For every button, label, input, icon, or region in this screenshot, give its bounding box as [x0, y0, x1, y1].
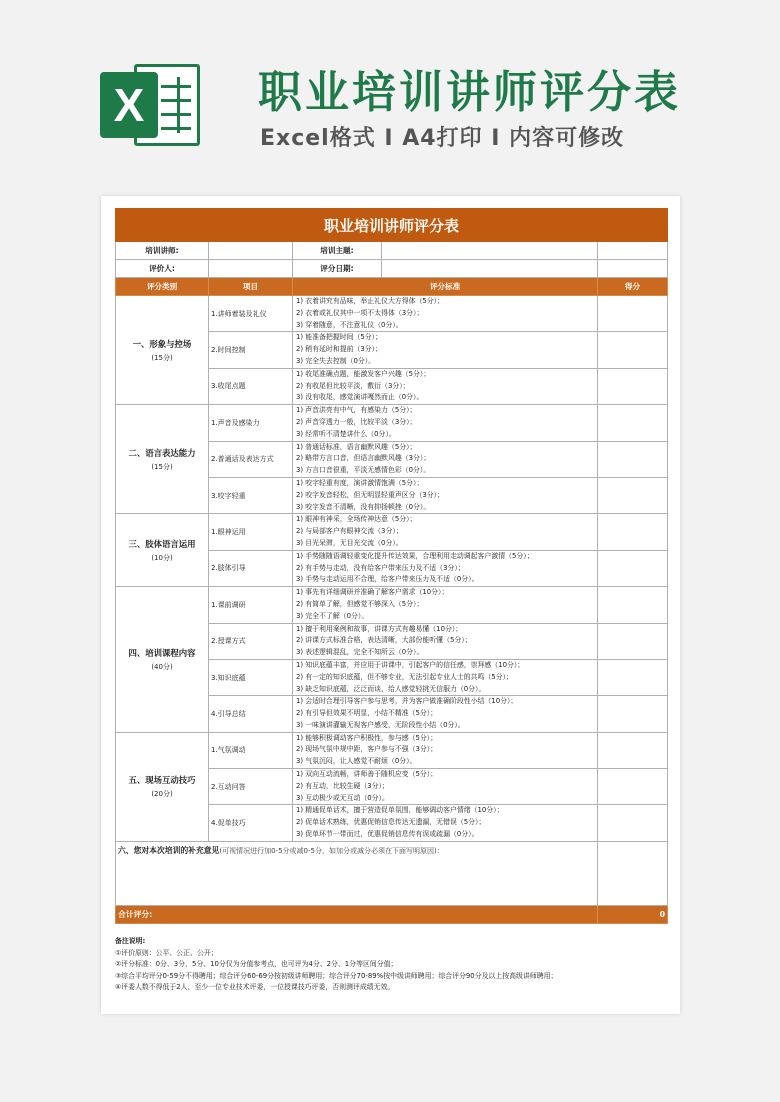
banner-title: 职业培训讲师评分表	[258, 67, 681, 118]
criteria-line: 1) 普通话标准，语言幽默风趣（5分）；	[296, 442, 417, 451]
extra-comments-hint: (可视情况进行加0-5分或减0-5分，如加分或减分必须在下面写明原因)：	[219, 846, 444, 855]
note-line: ③综合平均评分0-59分不得聘用；综合评分60-69分按初级讲师聘用；综合评分70-89%按中级讲师聘用；综合评分90分及以上按高级讲师聘用；	[115, 971, 558, 980]
criteria-line: 3) 互动极少或无互动（0分）。	[296, 793, 389, 802]
trainer-label: 培训讲师:	[116, 242, 209, 260]
criteria-cell	[293, 296, 598, 332]
criteria-line: 2) 有一定的知识底蕴，但不够专业，无法引起专业人士的共鸣（5分）；	[296, 672, 513, 681]
criteria-line: 1) 能准备把握时间（5分）；	[296, 333, 382, 342]
criteria-line: 2) 声音穿透力一般，比较平淡（3分）；	[296, 417, 417, 426]
criteria-line: 2) 现场气氛中规中距，客户参与不强（3分）；	[296, 745, 438, 754]
criteria-line: 2) 有手势与走动，没有给客户带来压力及不适（3分）；	[296, 563, 465, 572]
criteria-line: 1) 衣着讲究有品味，举止礼仪大方得体（5分）；	[296, 297, 445, 305]
item-name: 3.咬字轻重	[209, 477, 293, 513]
item-name: 3.知识底蕴	[209, 659, 293, 695]
category-name: 四、培训课程内容	[128, 647, 196, 658]
item-name: 1.讲师着装及礼仪	[209, 296, 293, 332]
header-criteria: 评分标准	[293, 278, 598, 296]
total-value: 0	[598, 905, 668, 923]
note-line: ④评委人数不得低于2人，至少一位专业技术评委，一位授课技巧评委，否则测评成绩无效。	[115, 983, 395, 991]
score-input[interactable]	[598, 368, 668, 404]
category-name: 一、形象与控场	[132, 338, 192, 349]
extra-comments-row	[116, 841, 668, 905]
score-input[interactable]	[598, 587, 668, 623]
category-name: 二、语言表达能力	[128, 447, 196, 458]
criteria-line: 1) 精通促单话术，擅于营造促单氛围，能够调动客户情绪（10分）；	[296, 806, 504, 815]
table-row	[116, 296, 668, 332]
criteria-line: 3) 目光呆滞，无目光交流（0分）。	[296, 538, 403, 547]
total-row	[116, 905, 668, 923]
criteria-line: 2) 有简单了解，但感觉不够深入（5分）；	[296, 599, 424, 608]
criteria-cell	[293, 332, 598, 368]
criteria-line: 1) 知识底蕴丰富，并应用于讲课中，引起客户的信任感，崇拜感（10分）；	[296, 660, 525, 669]
criteria-line: 3) 手势与走动运用不合理，给客户带来压力及不适（0分）。	[296, 575, 479, 584]
score-input[interactable]	[598, 659, 668, 695]
item-name: 1.课前调研	[209, 587, 293, 623]
criteria-line: 1) 事先有详细调研并准确了解客户需求（10分）；	[296, 588, 449, 597]
excel-logo-icon	[100, 58, 204, 152]
category-score: (10分)	[151, 553, 173, 562]
score-input[interactable]	[598, 805, 668, 841]
criteria-line: 2) 咬字发音轻松，但无明显轻重声区分（3分）；	[296, 490, 445, 499]
extra-comments-field[interactable]	[116, 841, 598, 905]
date-field-extra[interactable]	[598, 260, 668, 278]
item-name: 2.互动问答	[209, 769, 293, 805]
criteria-line: 1) 擅于利用案例和故事，讲课方式有趣易懂（10分）；	[296, 624, 463, 633]
item-name: 2.时间控制	[209, 332, 293, 368]
category-name: 三、肢体语言运用	[128, 538, 196, 549]
item-name: 3.收尾点题	[209, 368, 293, 404]
criteria-cell	[293, 368, 598, 404]
category-score: (15分)	[151, 462, 173, 471]
criteria-line: 2) 有收尾但比较平淡，敷衍（3分）；	[296, 381, 410, 390]
criteria-line: 3) 促单环节一带而过，优惠促销信息传有误或疏漏（0分）。	[296, 830, 479, 839]
category-score: (20分)	[151, 790, 173, 799]
item-name: 1.声音及感染力	[209, 405, 293, 441]
criteria-line: 3) 方言口音很重，平淡无感情色彩（0分）。	[296, 466, 431, 475]
header-category: 评分类别	[116, 278, 209, 296]
theme-field-extra[interactable]	[598, 242, 668, 260]
theme-field[interactable]	[382, 242, 598, 259]
score-input[interactable]	[598, 405, 668, 441]
criteria-line: 1) 能够积极调动客户积极性，参与感（5分）；	[296, 733, 438, 742]
criteria-line: 3) 咬字发音不清晰，没有抑扬顿挫（0分）。	[296, 502, 431, 511]
criteria-line: 3) 一味演讲灌输无视客户感受，无阶段性小结（0分）。	[296, 720, 465, 729]
criteria-line: 2) 衣着或礼仪其中一项不太得体（3分）；	[296, 308, 424, 317]
score-input[interactable]	[598, 332, 668, 368]
criteria-line: 1) 咬字轻重有度，演讲激情饱满（5分）；	[296, 478, 424, 487]
criteria-line: 2) 有互动，比较生硬（3分）；	[296, 781, 389, 790]
criteria-line: 1) 会适时合理引导客户参与思考，并为客户做准确阶段性小结（10分）；	[296, 697, 518, 706]
criteria-cell	[293, 514, 598, 550]
criteria-line: 3) 没有收尾，感觉演讲嘎然而止（0分）。	[296, 393, 424, 402]
criteria-cell	[293, 732, 598, 768]
theme-label: 培训主题:	[293, 242, 382, 259]
item-name: 2.授课方式	[209, 623, 293, 659]
category-score: (15分)	[151, 353, 173, 362]
table-row	[116, 587, 668, 623]
criteria-cell	[293, 550, 598, 586]
evaluation-form	[115, 208, 668, 924]
criteria-cell	[293, 405, 598, 441]
criteria-line: 2) 与局部客户有眼神交流（3分）；	[296, 527, 403, 536]
score-input[interactable]	[598, 623, 668, 659]
trainer-field[interactable]	[209, 242, 293, 260]
table-row	[116, 405, 668, 441]
header-item: 项目	[209, 278, 293, 296]
header-score: 得分	[598, 278, 668, 296]
criteria-line: 1) 手势随随语调轻重变化提升传达效果，合理利用走动调起客户激情（5分）；	[296, 551, 534, 560]
note-line: ①评价原则：公平、公正、公开；	[115, 948, 218, 957]
item-name: 4.引导总结	[209, 696, 293, 732]
evaluator-field[interactable]	[209, 260, 293, 278]
category-cell	[116, 587, 209, 733]
evaluator-label: 评价人:	[116, 260, 209, 278]
total-label: 合计评分:	[116, 905, 598, 923]
banner-subtitle: Excel格式 I A4打印 I 内容可修改	[260, 126, 625, 151]
score-input[interactable]	[598, 514, 668, 550]
form-title: 职业培训讲师评分表	[116, 209, 668, 242]
category-cell	[116, 296, 209, 405]
criteria-cell	[293, 441, 598, 477]
criteria-line: 3) 缺乏知识底蕴，泛泛而谈，给人感觉轻挑无信服力（0分）。	[296, 684, 486, 693]
criteria-line: 1) 声音洪亮有中气，有感染力（5分）；	[296, 406, 417, 415]
criteria-cell	[293, 659, 598, 695]
extra-comments-title: 六、您对本次培训的补充意见	[118, 845, 220, 855]
category-name: 五、现场互动技巧	[128, 775, 196, 786]
criteria-cell	[293, 805, 598, 841]
criteria-line: 3) 经常听不清楚讲什么（0分）。	[296, 429, 396, 438]
date-label: 评分日期:	[293, 260, 382, 277]
notes-heading: 备注说明:	[115, 937, 146, 945]
table-row	[116, 514, 668, 550]
score-input[interactable]	[598, 769, 668, 805]
criteria-line: 2) 促单话术熟练，优惠促销信息传达无遗漏，无错误（5分）；	[296, 818, 486, 827]
criteria-line: 2) 稍有延时和提前（3分）；	[296, 345, 382, 354]
category-score: (40分)	[151, 662, 173, 671]
criteria-line: 2) 讲课方式标准合格，表达清晰，大部份能听懂（5分）；	[296, 636, 472, 645]
score-input[interactable]	[598, 441, 668, 477]
criteria-line: 3) 完全失去控制（0分）。	[296, 356, 376, 365]
table-row	[116, 732, 668, 768]
item-name: 1.气氛调动	[209, 732, 293, 768]
extra-score-input[interactable]	[598, 841, 668, 905]
criteria-line: 3) 完全不了解（0分）。	[296, 611, 369, 620]
criteria-line: 2) 有引导但效果不明显，小结不精准（5分）；	[296, 709, 438, 718]
category-cell	[116, 514, 209, 587]
criteria-line: 3) 气氛沉闷，让人感觉不耐烦（0分）。	[296, 757, 417, 766]
criteria-line: 1) 收尾准确点题，能激发客户兴趣（5分）；	[296, 369, 431, 378]
score-input[interactable]	[598, 732, 668, 768]
score-input[interactable]	[598, 550, 668, 586]
criteria-cell	[293, 696, 598, 732]
score-input[interactable]	[598, 296, 668, 332]
criteria-line: 3) 穿着随意，不注意礼仪（0分）。	[296, 320, 403, 329]
item-name: 1.眼神运用	[209, 514, 293, 550]
criteria-line: 2) 略带方言口音，但语言幽默风趣（3分）；	[296, 454, 431, 463]
item-name: 4.促单技巧	[209, 805, 293, 841]
category-cell	[116, 732, 209, 841]
document-page	[101, 196, 680, 1014]
criteria-cell	[293, 587, 598, 623]
criteria-cell	[293, 623, 598, 659]
note-line: ②评分标准：0分、3分、5分、10分仅为分值参考点，也可评为4分、2分、1分等区间分值；	[115, 960, 398, 968]
criteria-line: 1) 双向互动流畅，讲师善于随机应变（5分）；	[296, 770, 438, 779]
notes	[115, 936, 667, 994]
item-name: 2.肢体引导	[209, 550, 293, 586]
criteria-line: 3) 表述逻辑混乱，完全不知所云（0分）。	[296, 648, 424, 657]
criteria-line: 1) 眼神有神采，全场传神达意（5分）；	[296, 515, 417, 524]
date-field[interactable]	[382, 260, 598, 277]
logo-letter: X	[100, 72, 158, 138]
criteria-cell	[293, 769, 598, 805]
criteria-cell	[293, 477, 598, 513]
item-name: 2.普通话及表达方式	[209, 441, 293, 477]
score-input[interactable]	[598, 477, 668, 513]
category-cell	[116, 405, 209, 514]
banner	[0, 0, 780, 178]
score-input[interactable]	[598, 696, 668, 732]
